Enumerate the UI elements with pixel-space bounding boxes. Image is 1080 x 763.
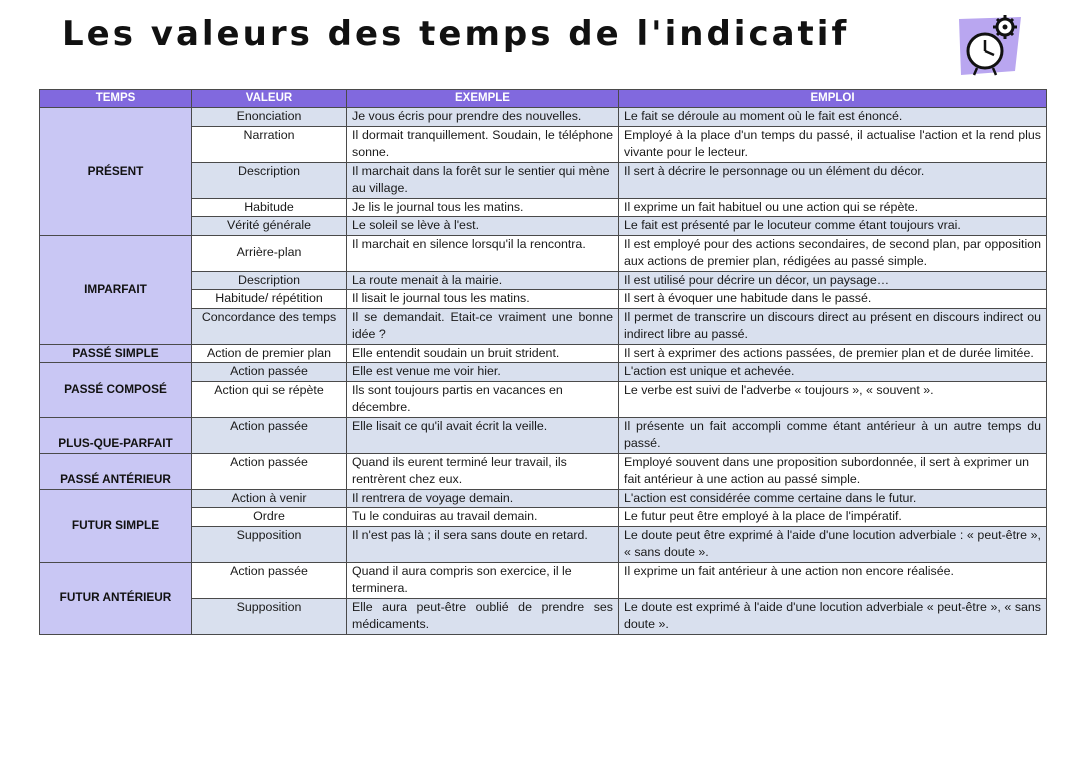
exemple-cell: La route menait à la mairie.	[347, 271, 619, 290]
exemple-cell: Il n'est pas là ; il sera sans doute en retard.	[347, 526, 619, 562]
exemple-cell: Quand ils eurent terminé leur travail, ils rentrèrent chez eux.	[347, 453, 619, 489]
exemple-cell: Il dormait tranquillement. Soudain, le téléphone sonne.	[347, 126, 619, 162]
emploi-cell: L'action est considérée comme certaine dans le futur.	[619, 489, 1047, 508]
exemple-cell: Ils sont toujours partis en vacances en décembre.	[347, 381, 619, 417]
valeur-cell: Concordance des temps	[192, 308, 347, 344]
emploi-cell: Le futur peut être employé à la place de l'impératif.	[619, 508, 1047, 527]
exemple-cell: Elle entendit soudain un bruit strident.	[347, 344, 619, 363]
emploi-cell: Le fait est présenté par le locuteur comme étant toujours vrai.	[619, 217, 1047, 236]
emploi-cell: Le fait se déroule au moment où le fait est énoncé.	[619, 108, 1047, 127]
emploi-cell: Il exprime un fait habituel ou une action qui se répète.	[619, 198, 1047, 217]
valeur-cell: Description	[192, 271, 347, 290]
temps-cell: FUTUR SIMPLE	[40, 489, 192, 562]
table-row	[40, 381, 1047, 417]
exemple-cell: Il marchait dans la forêt sur le sentier qui mène au village.	[347, 162, 619, 198]
exemple-cell: Il marchait en silence lorsqu'il la rencontra.	[347, 235, 619, 271]
header-emploi: EMPLOI	[619, 90, 1047, 108]
emploi-cell: Il permet de transcrire un discours direct au présent en discours indirect ou indirect libre au passé.	[619, 308, 1047, 344]
exemple-cell: Elle lisait ce qu'il avait écrit la veille.	[347, 417, 619, 453]
valeur-cell: Action à venir	[192, 489, 347, 508]
valeur-cell: Action passée	[192, 417, 347, 453]
table-row	[40, 489, 1047, 508]
valeur-cell: Vérité générale	[192, 217, 347, 236]
table-row	[40, 198, 1047, 217]
emploi-cell: Il est utilisé pour décrire un décor, un paysage…	[619, 271, 1047, 290]
emploi-cell: Le doute peut être exprimé à l'aide d'une locution adverbiale : « peut-être », « sans doute ».	[619, 526, 1047, 562]
exemple-cell: Il se demandait. Etait-ce vraiment une bonne idée ?	[347, 308, 619, 344]
valeur-cell: Supposition	[192, 526, 347, 562]
valeur-cell: Enonciation	[192, 108, 347, 127]
table-row	[40, 453, 1047, 489]
header-exemple: EXEMPLE	[347, 90, 619, 108]
header-temps: TEMPS	[40, 90, 192, 108]
temps-cell: PASSÉ ANTÉRIEUR	[40, 453, 192, 489]
valeur-cell: Habitude	[192, 198, 347, 217]
table-row	[40, 217, 1047, 236]
temps-cell: PASSÉ COMPOSÉ	[40, 363, 192, 418]
emploi-cell: Il sert à décrire le personnage ou un élément du décor.	[619, 162, 1047, 198]
emploi-cell: Il exprime un fait antérieur à une action non encore réalisée.	[619, 562, 1047, 598]
table-row	[40, 598, 1047, 634]
emploi-cell: Il sert à évoquer une habitude dans le passé.	[619, 290, 1047, 309]
table-row	[40, 235, 1047, 271]
valeur-cell: Ordre	[192, 508, 347, 527]
table-row	[40, 363, 1047, 382]
emploi-cell: L'action est unique et achevée.	[619, 363, 1047, 382]
valeur-cell: Description	[192, 162, 347, 198]
table-row	[40, 162, 1047, 198]
valeur-cell: Action de premier plan	[192, 344, 347, 363]
emploi-cell: Le verbe est suivi de l'adverbe « toujours », « souvent ».	[619, 381, 1047, 417]
table-row	[40, 126, 1047, 162]
exemple-cell: Quand il aura compris son exercice, il le terminera.	[347, 562, 619, 598]
valeur-cell: Habitude/ répétition	[192, 290, 347, 309]
page-title: Les valeurs des temps de l'indicatif	[62, 14, 850, 54]
exemple-cell: Il lisait le journal tous les matins.	[347, 290, 619, 309]
clock-with-gears-icon	[955, 13, 1027, 79]
temps-cell: IMPARFAIT	[40, 235, 192, 344]
temps-cell: PASSÉ SIMPLE	[40, 344, 192, 363]
emploi-cell: Il sert à exprimer des actions passées, de premier plan et de durée limitée.	[619, 344, 1047, 363]
emploi-cell: Il est employé pour des actions secondaires, de second plan, par opposition aux actions de premier plan, rédigées au passé simple.	[619, 235, 1047, 271]
emploi-cell: Employé souvent dans une proposition subordonnée, il sert à exprimer un fait antérieur à une action au passé simple.	[619, 453, 1047, 489]
table-row	[40, 290, 1047, 309]
valeur-cell: Action qui se répète	[192, 381, 347, 417]
table-row	[40, 562, 1047, 598]
table-header-row	[40, 90, 1047, 108]
table-row	[40, 344, 1047, 363]
temps-cell: FUTUR ANTÉRIEUR	[40, 562, 192, 634]
table-row	[40, 108, 1047, 127]
table-row	[40, 271, 1047, 290]
emploi-cell: Le doute est exprimé à l'aide d'une locution adverbiale « peut-être », « sans doute ».	[619, 598, 1047, 634]
valeur-cell: Supposition	[192, 598, 347, 634]
emploi-cell: Il présente un fait accompli comme étant antérieur à un autre temps du passé.	[619, 417, 1047, 453]
exemple-cell: Elle aura peut-être oublié de prendre ses médicaments.	[347, 598, 619, 634]
tenses-table	[39, 89, 1047, 635]
temps-cell: PRÉSENT	[40, 108, 192, 236]
table-row	[40, 508, 1047, 527]
emploi-cell: Employé à la place d'un temps du passé, il actualise l'action et la rend plus vivante pour le lecteur.	[619, 126, 1047, 162]
header-valeur: VALEUR	[192, 90, 347, 108]
exemple-cell: Le soleil se lève à l'est.	[347, 217, 619, 236]
table-row	[40, 417, 1047, 453]
exemple-cell: Je vous écris pour prendre des nouvelles.	[347, 108, 619, 127]
exemple-cell: Je lis le journal tous les matins.	[347, 198, 619, 217]
valeur-cell: Narration	[192, 126, 347, 162]
valeur-cell: Arrière-plan	[192, 235, 347, 271]
valeur-cell: Action passée	[192, 453, 347, 489]
temps-cell: PLUS-QUE-PARFAIT	[40, 417, 192, 453]
exemple-cell: Il rentrera de voyage demain.	[347, 489, 619, 508]
valeur-cell: Action passée	[192, 562, 347, 598]
exemple-cell: Elle est venue me voir hier.	[347, 363, 619, 382]
valeur-cell: Action passée	[192, 363, 347, 382]
table-row	[40, 526, 1047, 562]
table-row	[40, 308, 1047, 344]
exemple-cell: Tu le conduiras au travail demain.	[347, 508, 619, 527]
